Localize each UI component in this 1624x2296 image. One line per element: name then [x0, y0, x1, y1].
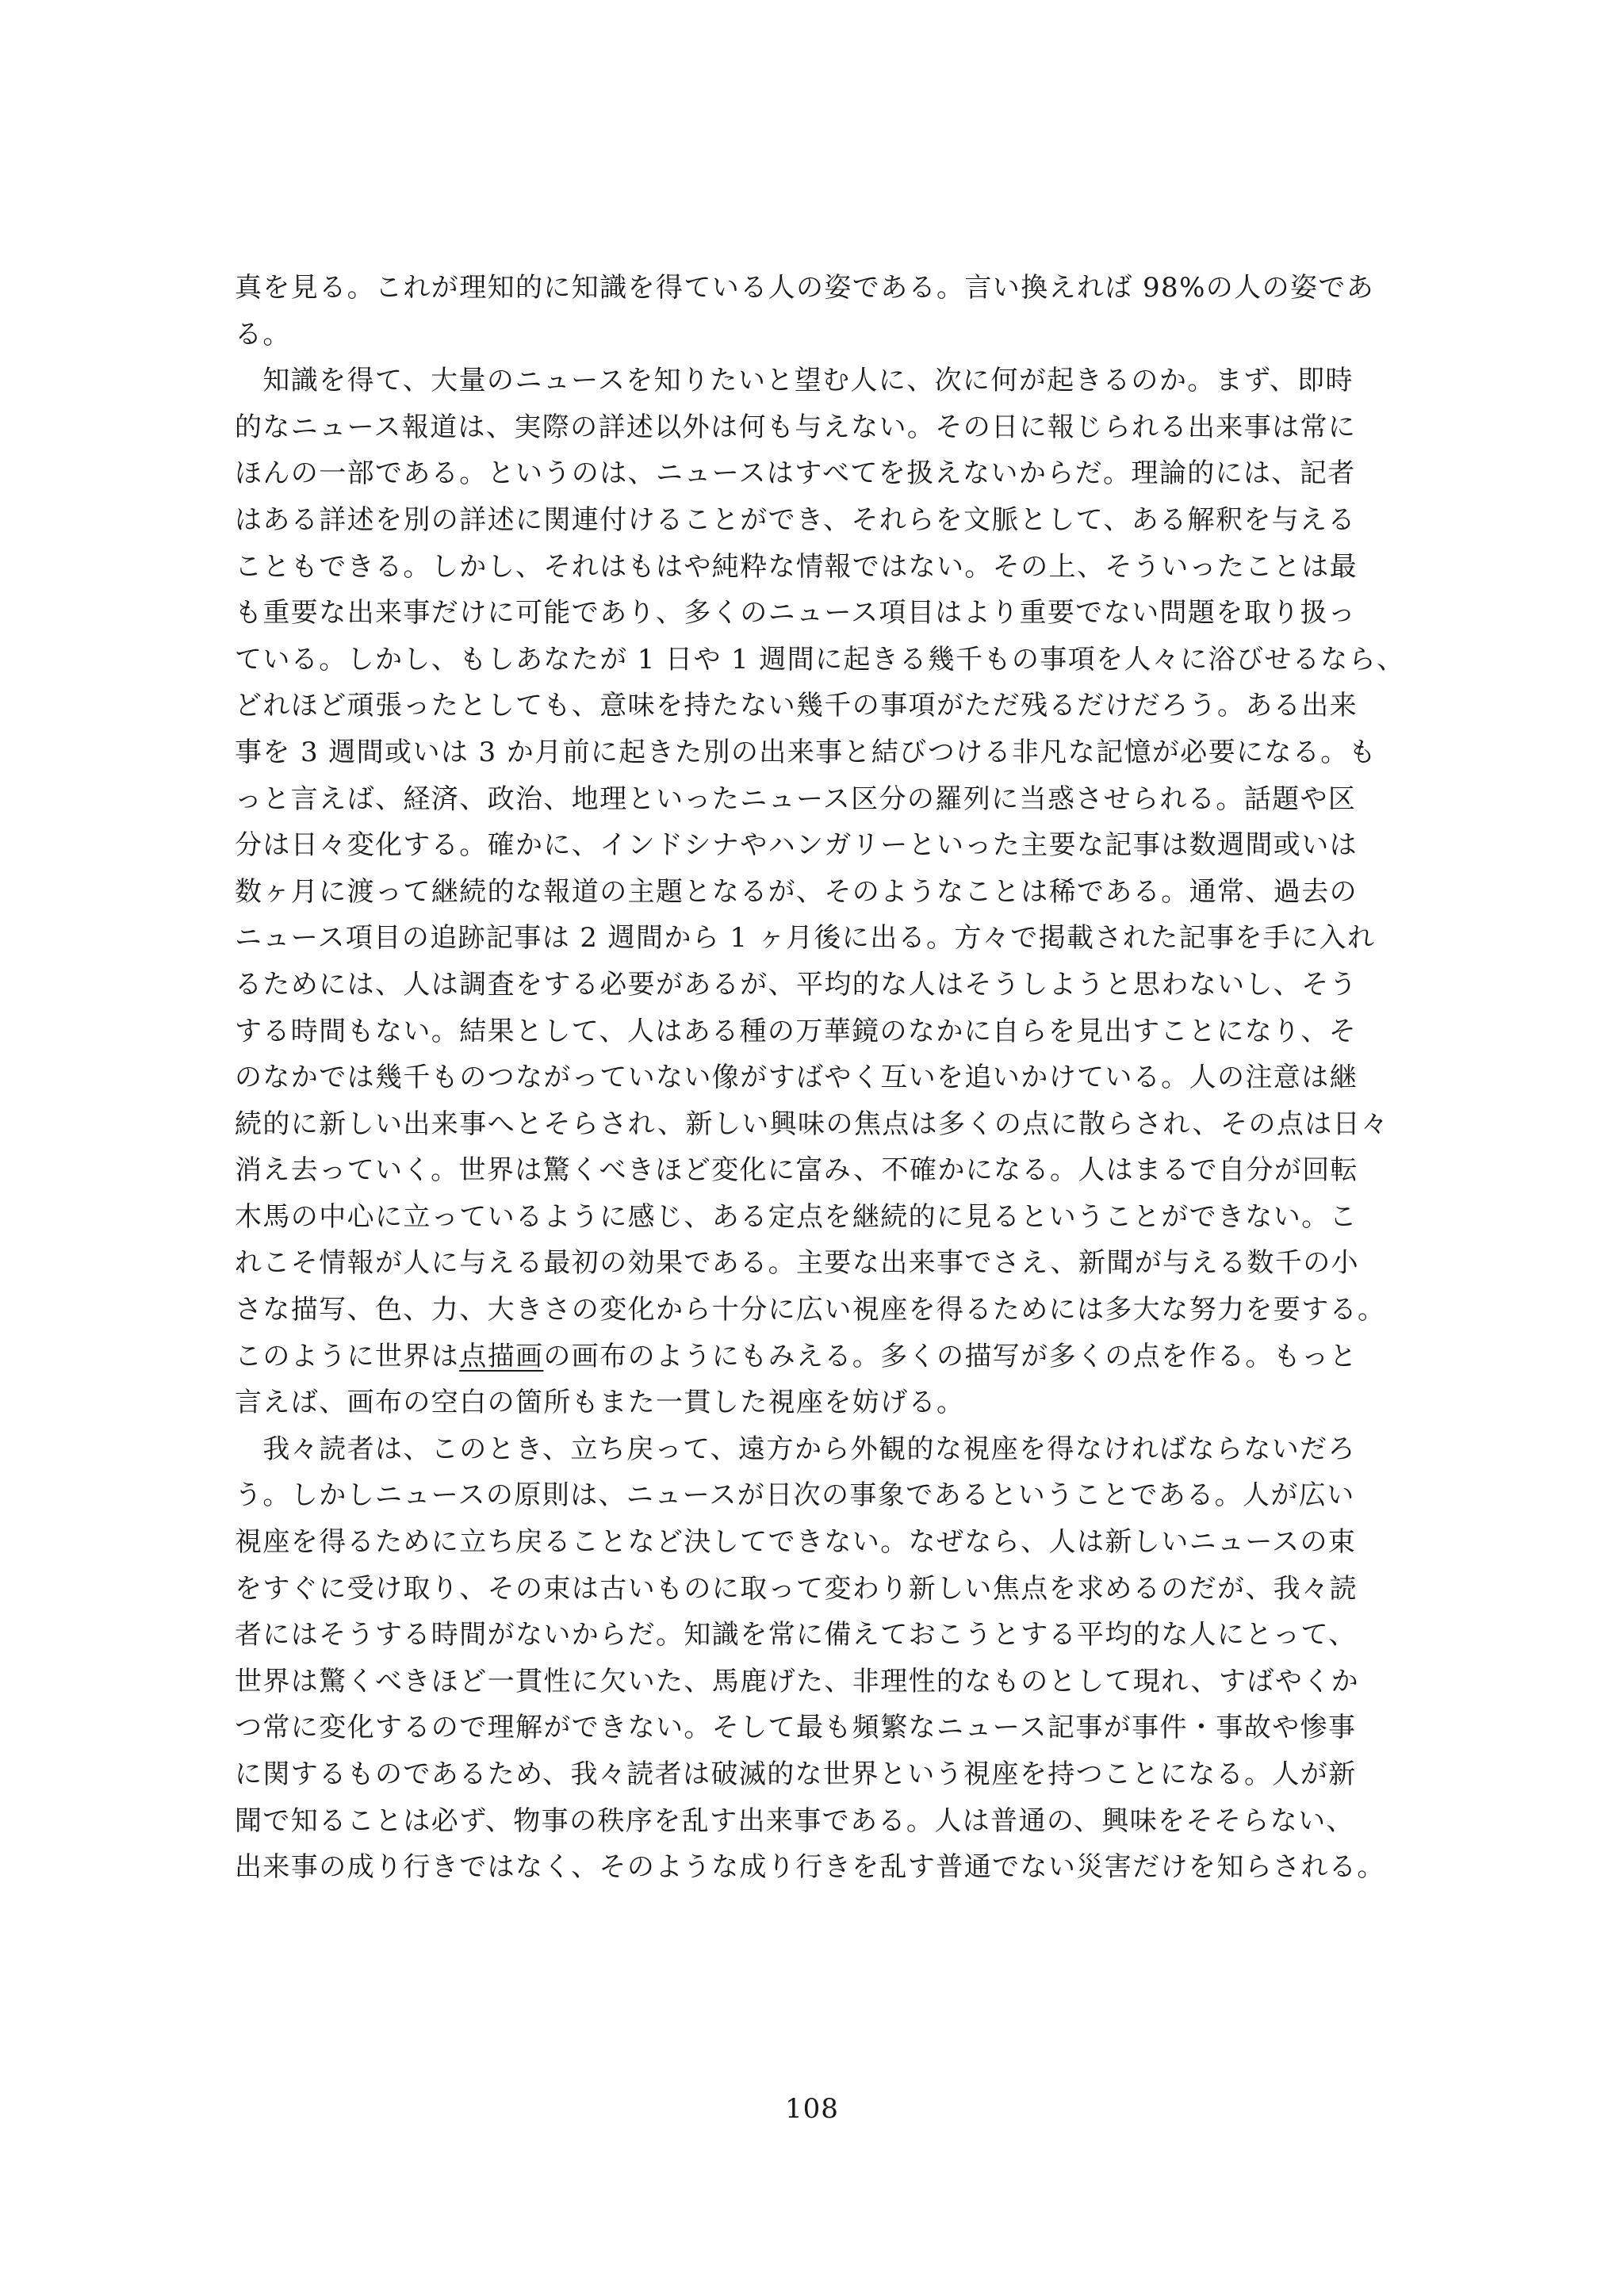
text-line: ている。しかし、もしあなたが 1 日や 1 週間に起きる幾千もの事項を人々に浴びせるなら、 [235, 643, 1405, 675]
text-segment: の画布のようにもみえる。多くの描写が多くの点を作る。もっと [543, 1340, 1358, 1372]
text-line: 知識を得て、大量のニュースを知りたいと望む人に、次に何が起きるのか。まず、即時 [235, 365, 1354, 397]
underlined-term: 点描画 [459, 1340, 544, 1372]
text-line: する時間もない。結果として、人はある種の万華鏡のなかに自らを見出すことになり、そ [235, 1015, 1358, 1047]
text-line: ニュース項目の追跡記事は 2 週間から 1 ヶ月後に出る。方々で掲載された記事を手に入れ [235, 922, 1376, 955]
text-line: るためには、人は調査をする必要があるが、平均的な人はそうしようと思わないし、そう [235, 968, 1358, 1001]
text-line: 事を 3 週間或いは 3 か月前に起きた別の出来事と結びつける非凡な記憶が必要になる。も [235, 736, 1377, 768]
text-line: さな描写、色、力、大きさの変化から十分に広い視座を得るためには多大な努力を要する。 [235, 1294, 1386, 1326]
body-text [235, 265, 1407, 1891]
text-line: 聞で知ることは必ず、物事の秩序を乱す出来事である。人は普通の、興味をそそらない、 [235, 1804, 1354, 1837]
text-line-with-underline [235, 1334, 1407, 1380]
text-line: も重要な出来事だけに可能であり、多くのニュース項目はより重要でない問題を取り扱っ [235, 597, 1357, 629]
text-line: 言えば、画布の空白の箇所もまた一貫した視座を妨げる。 [235, 1387, 965, 1419]
text-line: 我々読者は、このとき、立ち戻って、遠方から外観的な視座を得なければならないだろ [235, 1433, 1356, 1465]
text-line: う。しかしニュースの原則は、ニュースが日次の事象であるということである。人が広い [235, 1479, 1355, 1512]
text-line: のなかでは幾千ものつながっていない像がすばやく互いを追いかけている。人の注意は継 [235, 1062, 1358, 1094]
text-line: 続的に新しい出来事へとそらされ、新しい興味の焦点は多くの点に散らされ、その点は日々 [235, 1108, 1389, 1140]
text-line: 木馬の中心に立っているように感じ、ある定点を継続的に見るということができない。こ [235, 1200, 1358, 1233]
text-line: 分は日々変化する。確かに、インドシナやハンガリーといった主要な記事は数週間或いは [235, 829, 1358, 862]
text-line: 消え去っていく。世界は驚くべきほど変化に富み、不確かになる。人はまるで自分が回転 [235, 1154, 1359, 1187]
text-line: れこそ情報が人に与える最初の効果である。主要な出来事でさえ、新聞が与える数千の小 [235, 1247, 1360, 1280]
text-line: どれほど頑張ったとしても、意味を持たない幾千の事項がただ残るだけだろう。ある出来 [235, 690, 1358, 722]
text-line: ほんの一部である。というのは、ニュースはすべてを扱えないからだ。理論的には、記者 [235, 457, 1356, 490]
text-segment: このように世界は [235, 1340, 460, 1372]
text-line: 真を見る。これが理知的に知識を得ている人の姿である。言い換えれば 98%の人の姿であ [235, 272, 1375, 304]
text-line: をすぐに受け取り、その束は古いものに取って変わり新しい焦点を求めるのだが、我々読 [235, 1572, 1358, 1605]
text-line: に関するものであるため、我々読者は破滅的な世界という視座を持つことになる。人が新 [235, 1758, 1357, 1790]
text-line: 出来事の成り行きではなく、そのような成り行きを乱す普通でない災害だけを知らされる。 [235, 1851, 1385, 1884]
page-number: 108 [785, 2093, 839, 2125]
text-line: つ常に変化するので理解ができない。そして最も頻繁なニュース記事が事件・事故や惨事 [235, 1712, 1357, 1744]
text-line: 世界は驚くべきほど一貫性に欠いた、馬鹿げた、非理性的なものとして現れ、すばやくか [235, 1665, 1360, 1697]
text-line: 視座を得るために立ち戻ることなど決してできない。なぜなら、人は新しいニュースの束 [235, 1526, 1357, 1559]
text-line: 者にはそうする時間がないからだ。知識を常に備えておこうとする平均的な人にとって、 [235, 1619, 1357, 1651]
text-line: っと言えば、経済、政治、地理といったニュース区分の羅列に当惑させられる。話題や区 [235, 783, 1357, 815]
text-line: 数ヶ月に渡って継続的な報道の主題となるが、そのようなことは稀である。通常、過去の [235, 875, 1358, 908]
text-line: こともできる。しかし、それはもはや純粋な情報ではない。その上、そういったことは最 [235, 550, 1358, 583]
text-line: る。 [235, 318, 291, 350]
text-line: はある詳述を別の詳述に関連付けることができ、それらを文脈として、ある解釈を与える [235, 503, 1356, 536]
text-line: 的なニュース報道は、実際の詳述以外は何も与えない。その日に報じられる出来事は常に [235, 411, 1357, 443]
